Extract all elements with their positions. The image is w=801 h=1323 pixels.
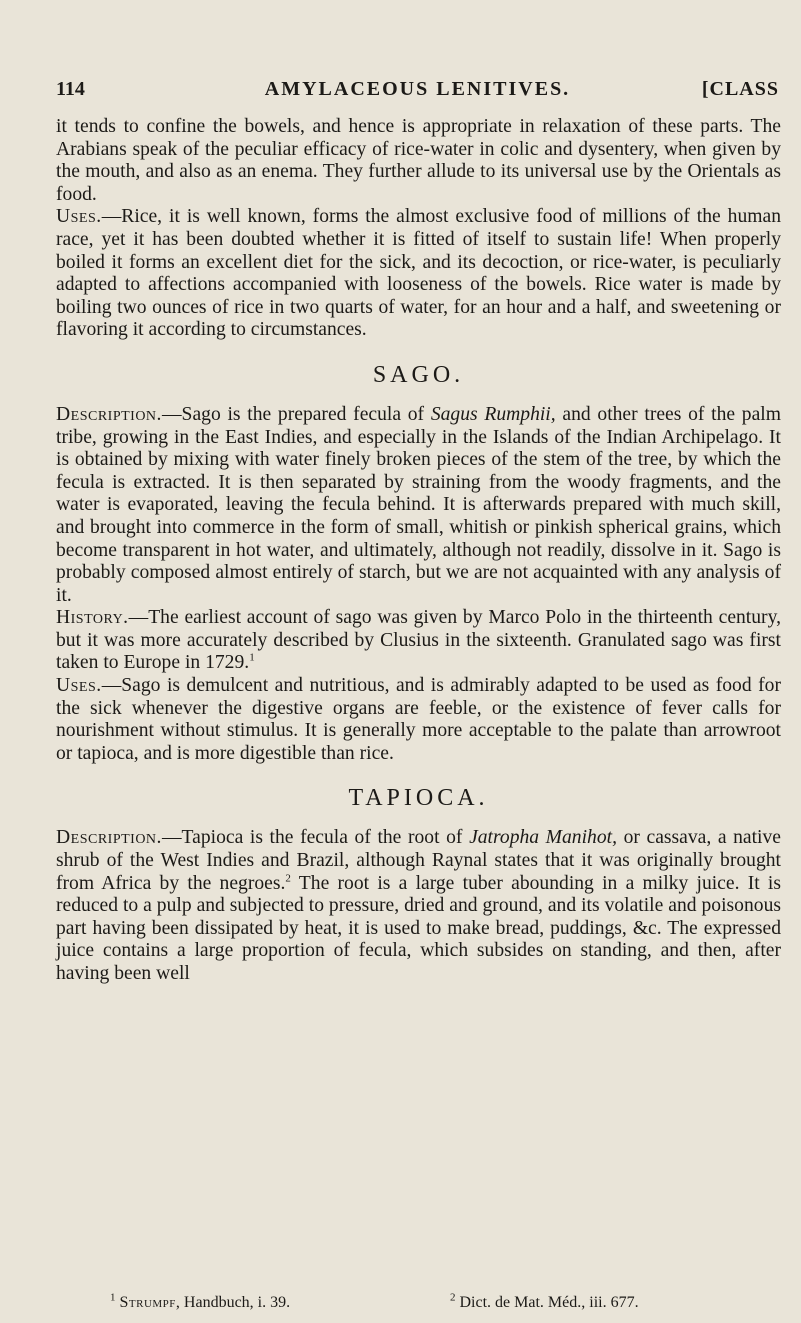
sago-history-label: History. [56,607,129,629]
footnote-ref-2: 2 [285,872,291,885]
rice-uses-label: Uses. [56,206,102,228]
tapioca-heading: TAPIOCA. [348,785,489,812]
footnote-ref-1: 1 [249,651,255,664]
sago-uses-label: Uses. [56,675,102,697]
page-body [56,116,781,986]
tapioca-description-mid: or cassava, a native shrub of the West Indies and Brazil, although Raynal states that it was originally brought from Africa by the negroes. [56,827,781,894]
footnote-1-author: Strumpf [119,1294,176,1311]
sago-description-label: Description. [56,403,162,425]
sago-heading: SAGO. [372,361,465,388]
tapioca-description-label: Description. [56,827,162,849]
page-header [56,78,779,108]
footnote-1-mark: 1 [110,1291,116,1304]
sago-uses-paragraph [56,675,781,765]
sago-species-name: Sagus Rumphii, [430,403,556,425]
section-marker: [CLASS [701,78,779,100]
footnote-2-mark: 2 [450,1291,456,1304]
sago-history-paragraph [56,607,781,675]
rice-uses-text: —Rice, it is well known, forms the almost exclusive food of millions of the human race, yet it has been doubted whether it is fitted of itself to sustain life! When properly boiled it forms an excellent diet for the sick, and its decoction, or rice-water, is peculiarly adapted to affections accompanied with looseness of the bowels. Rice water is made by boiling two ounces of rice in two quarts of water, for an hour and a half, and sweetening or flavoring it according to circumstances. [56,206,781,341]
page-number: 114 [56,78,85,100]
sago-description-post: and other trees of the palm tribe, growing in the East Indies, and especially in the Islands of the Indian Archipelago. It is obtained by mixing with water finely broken pieces of the stem of the tree, by which the fecula is extracted. It is then separated by straining from the woody fragments, and the water is evaporated, leaving the fecula behind. It is afterwards prepared with much skill, and brought into commerce in the form of small, whitish or pinkish spherical grains, which become transparent in hot water, and ultimately, although not readily, dissolve in it. Sago is probably composed almost entirely of starch, but we are not acquainted with any analysis of it. [56,403,781,606]
footnote-1 [110,1291,291,1312]
tapioca-description-pre: —Tapioca is the fecula of the root of [161,827,470,849]
rice-uses-paragraph [56,206,781,342]
sago-description-paragraph [56,404,781,607]
rice-continuation-paragraph: it tends to confine the bowels, and hence is appropriate in relaxation of these parts. The Arabians speak of the peculiar efficacy of rice-water in colic and dysentery, when given by the mouth, and also as an enema. They further allude to its universal use by the Orientals as food. [56,116,781,205]
tapioca-description-paragraph [56,827,781,985]
tapioca-description-post: The root is a large tuber abounding in a milky juice. It is reduced to a pulp and subjected to pressure, dried and ground, and its volatile and poisonous part having been dissipated by heat, it is used to make bread, puddings, &c. The expressed juice contains a large proportion of fecula, which subsides on standing, and then, after having been well [56,872,782,984]
footnote-2-text: Dict. de Mat. Méd., iii. 677. [459,1294,639,1311]
running-title: AMYLACEOUS LENITIVES. [264,78,571,100]
sago-uses-text: —Sago is demulcent and nutritious, and is admirably adapted to be used as food for the sick whenever the digestive organs are feeble, or the existence of fever calls for nourishment without stimulus. It is generally more acceptable to the palate than arrowroot or tapioca, and is more digestible than rice. [56,675,781,764]
footnote-1-text: , Handbuch, i. 39. [175,1294,291,1311]
tapioca-species-name: Jatropha Manihot, [469,827,617,849]
footnote-2 [450,1291,639,1312]
sago-history-text: —The earliest account of sago was given by Marco Polo in the thirteenth century, but it was more accurately described by Clusius in the sixteenth. Granulated sago was first taken to Europe in 1729. [56,607,781,674]
sago-description-pre: —Sago is the prepared fecula of [161,403,431,425]
